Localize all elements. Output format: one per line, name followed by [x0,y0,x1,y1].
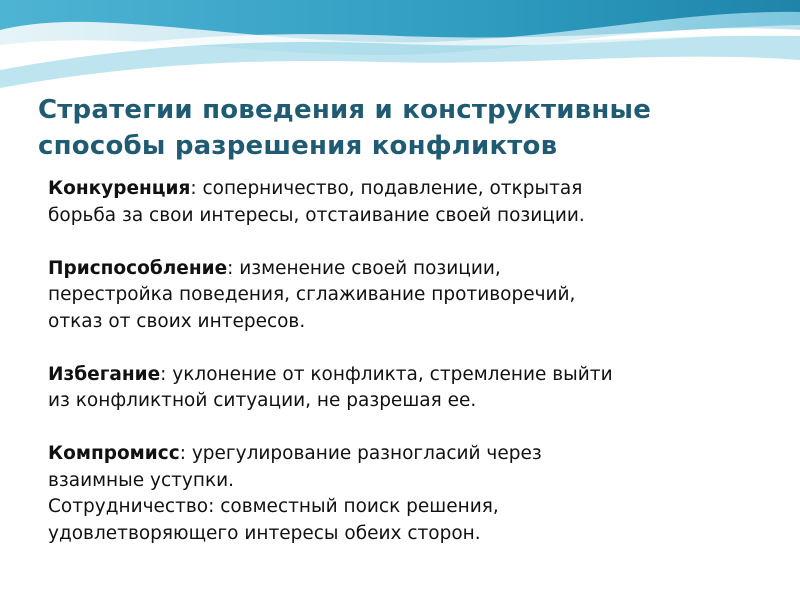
strategy-term: Конкуренция [48,178,191,199]
slide-title [38,92,778,164]
strategy-description: отказ от своих интересов. [48,310,306,332]
strategy-description: взаимные уступки. [48,469,235,491]
strategy-description: : урегулирование разногласий через [179,443,542,464]
paragraph-gap [48,229,788,256]
strategy-compromise [48,441,788,494]
strategy-avoidance [48,362,788,415]
paragraph-gap [48,335,788,362]
strategy-term: Избегание [48,363,161,385]
strategy-description: борьба за свои интересы, отстаивание своей позиции. [48,204,585,226]
strategy-collaboration [48,494,788,547]
strategy-term: Компромисс [48,443,180,464]
strategy-accommodation [48,256,788,336]
strategy-description: : уклонение от конфликта, стремление выйти [160,363,613,385]
strategy-term: Приспособление [48,257,228,279]
strategy-description: Сотрудничество: совместный поиск решения, [48,496,499,517]
strategy-description: : соперничество, подавление, открытая [190,178,583,199]
slide-title-line-1: Стратегии поведения и конструктивные [38,95,652,125]
slide-body [48,176,788,547]
strategy-description: из конфликтной ситуации, не разрешая ее. [48,390,477,411]
paragraph-gap [48,415,788,442]
slide-title-line-2: способы разрешения конфликтов [38,131,558,161]
strategy-description: перестройка поведения, сглаживание противоречий, [48,284,576,305]
strategy-description: удовлетворяющего интересы обеих сторон. [48,522,481,544]
strategy-competition [48,176,788,229]
strategy-description: : изменение своей позиции, [227,257,501,279]
